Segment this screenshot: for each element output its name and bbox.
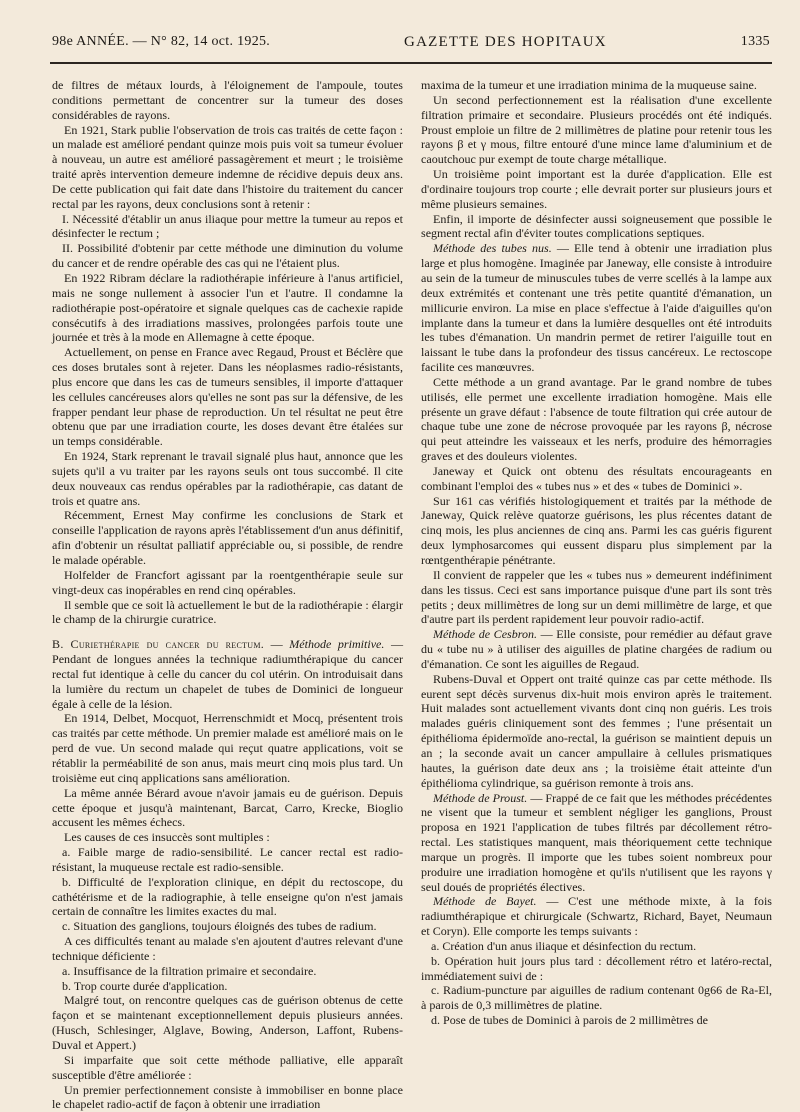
paragraph	[421, 241, 772, 375]
journal-title: GAZETTE DES HOPITAUX	[404, 33, 607, 50]
paragraph: Malgré tout, on rencontre quelques cas de guérison obtenus de cette façon et se maintenant exceptionnellement depuis plusieurs années. (Husch, Schlesinger, Alglave, Bowing, Anderson, Laffont, Rubens-Duval et Appert.)	[52, 993, 403, 1052]
section-text: — Pendant de longues années la technique radiumthérapique du cancer rectal fut identique à celle du cancer du col utérin. On introduisait dans la lumière du rectum un chapelet de tubes de Dominici de longueur égale à celle de la lésion.	[52, 637, 403, 711]
paragraph	[421, 894, 772, 939]
paragraph: La même année Bérard avoue n'avoir jamais eu de guérison. Depuis cette époque et jusqu'à maintenant, Barcat, Carro, Krecke, Bioglio accusent les mêmes échecs.	[52, 785, 403, 830]
section-heading-paragraph: B. Curiethérapie du cancer du rectum. — Méthode primitive. — Pendant de longues années la technique radiumthérapique du cancer rectal fut identique à celle du cancer du col utérin. On introduisait dans la lumière du rectum un chapelet de tubes de Dominici de longueur égale à celle de la lésion.	[52, 637, 403, 711]
paragraph: Enfin, il importe de désinfecter aussi soigneusement que possible le segment rectal afin d'éviter toutes complications septiques.	[421, 211, 772, 241]
paragraph	[421, 627, 772, 672]
header-rule	[50, 62, 772, 64]
paragraph: En 1924, Stark reprenant le travail signalé plus haut, annonce que les sujets qu'il a vu traiter par les rayons seuls ont tous succombé. Il cite deux nouveaux cas rendus opérables par la radiothérapie, cas datant de trois et quatre ans.	[52, 449, 403, 508]
section-label: B. Curiethérapie du cancer du rectum.	[52, 637, 265, 652]
paragraph: En 1921, Stark publie l'observation de trois cas traités de cette façon : un malade est amélioré pendant quinze mois puis voit sa tumeur évoluer à nouveau, un autre est amélioré passagèrement et meurt ; le troisième traité après intervention demeure indemne de récidive depuis deux ans. De cette publication qui fait date dans l'histoire du traitement du cancer rectal par les rayons, deux conclusions sont à retenir :	[52, 122, 403, 211]
paragraph-text: — Elle consiste, pour remédier au défaut grave du « tube nu » à utiliser des aiguilles de platine chargées de radium ou d'émanation. Ce sont les aiguilles de Regaud.	[421, 627, 772, 671]
paragraph: b. Difficulté de l'exploration clinique, en dépit du rectoscope, du cathétérisme et de la radiographie, à telle enseigne qu'on n'est jamais certain de connaître les limites exactes du mal.	[52, 874, 403, 919]
paragraph: b. Opération huit jours plus tard : décollement rétro et latéro-rectal, immédiatement suivi de :	[421, 953, 772, 983]
paragraph: Un second perfectionnement est la réalisation d'une excellente filtration primaire et secondaire. Plusieurs procédés ont été indiqués. Proust emploie un filtre de 2 millimètres de platine pour retenir tous les rayons β et γ mous, filtre entouré d'une mince lame d'aluminium et de caoutchouc pur exempt de toute charge métallique.	[421, 92, 772, 167]
text-columns	[52, 78, 773, 1112]
method-heading: Méthode de Bayet.	[433, 894, 537, 909]
method-heading: Méthode des tubes nus.	[433, 241, 552, 256]
paragraph: a. Création d'un anus iliaque et désinfection du rectum.	[431, 938, 697, 953]
page-number: 1335	[740, 34, 770, 49]
paragraph: c. Radium-puncture par aiguilles de radium contenant 0g66 de Ra-El, à parois de 0,3 millimètres de platine.	[421, 983, 772, 1013]
paragraph: Un premier perfectionnement consiste à immobiliser en bonne place le chapelet radio-actif de façon à obtenir une irradiation	[52, 1082, 403, 1112]
paragraph: a. Faible marge de radio-sensibilité. Le cancer rectal est radio-résistant, la muqueuse rectale est radio-sensible.	[52, 845, 403, 874]
paragraph: En 1922 Ribram déclare la radiothérapie inférieure à l'anus artificiel, mais ne songe nullement à associer l'un et l'autre. Il condamne la radiothérapie post-opératoire et signale quelques cas de cachexie rapide consécutifs à des irradiations massives, prolongées parfois toute une journée et très à la mode en Allemagne à cette époque.	[52, 270, 403, 345]
paragraph: Sur 161 cas vérifiés histologiquement et traités par la méthode de Janeway, Quick relève quatorze guérisons, les plus récentes datant de cinq mois, les plus anciennes de cinq ans. Parmi les cas guéris figurent deux lymphosarcomes qui eussent disparu plus simplement par la rœntgenthérapie pénétrante.	[421, 493, 772, 567]
paragraph-text: — Elle tend à obtenir une irradiation plus large et plus homogène. Imaginée par Janeway, elle consiste à introduire au sein de la tumeur de minuscules tubes de verre scellés à la lampe aux deux extrémités et contenant une très petite quantité d'émanation, un millicurie environ. La mise en place s'effectue à l'aide d'aiguilles qu'on implante dans la tumeur et dans la lumière desquelles ont été introduits les tubes d'émanation. Un mandrin permet de retirer l'aiguille tout en laissant le tube dans la profondeur des tissus cancéreux. Le rectoscope facilite ces manœuvres.	[421, 241, 773, 375]
paragraph: I. Nécessité d'établir un anus iliaque pour mettre la tumeur au repos et désinfecter le rectum ;	[52, 211, 403, 241]
issue-info: 98e ANNÉE. — N° 82, 14 oct. 1925.	[52, 34, 271, 49]
paragraph: Un troisième point important est la durée d'application. Elle est d'ordinaire toujours trop courte ; elle devrait porter sur plusieurs jours et même plusieurs semaines.	[421, 167, 772, 211]
method-heading: Méthode de Proust.	[433, 790, 528, 805]
paragraph: Cette méthode a un grand avantage. Par le grand nombre de tubes utilisés, elle permet une excellente irradiation homogène. Mais elle présente un grave défaut : l'absence de toute filtration qui crée autour de chaque tube une zone de nécrose provoquée par les rayons β, nécrose qui peut atteindre les vaisseaux et les nerfs, produire des hémorragies graves et des douleurs violentes.	[421, 374, 772, 464]
right-column	[421, 78, 772, 1095]
paragraph: Les causes de ces insuccès sont multiples :	[64, 830, 270, 845]
paragraph: Janeway et Quick ont obtenu des résultats encourageants en combinant l'emploi des « tubes nus » et des « tubes de Dominici ».	[421, 463, 772, 493]
paragraph: maxima de la tumeur et une irradiation minima de la muqueuse saine.	[421, 78, 757, 92]
paragraph-text: — C'est une méthode mixte, à la fois radiumthérapique et chirurgicale (Schwartz, Richard, Bayet, Neumaun et Coryn). Elle comporte les temps suivants :	[421, 894, 772, 939]
paragraph: Holfelder de Francfort agissant par la roentgenthérapie seule sur vingt-deux cas inopérables en rend cinq opérables.	[52, 567, 403, 597]
paragraph: de filtres de métaux lourds, à l'éloignement de l'ampoule, toutes conditions permettant de concentrer sur la tumeur des doses considérables de rayons.	[52, 78, 403, 122]
paragraph: Rubens-Duval et Oppert ont traité quinze cas par cette méthode. Ils eurent sept décès survenus dix-huit mois environ après le traitement. Huit malades sont actuellement vivants dont cinq non guéris. Les trois malades guéris cliniquement sont des femmes ; l'une présentait un épithélioma épidermoïde ano-rectal, la guérison se maintient depuis un an ; la seconde avait un cancer ampullaire à cellules prismatiques hautes, la guérison date deux ans ; la troisième était atteinte d'un épithélioma cylindrique, sa guérison remonte à trois ans.	[421, 671, 772, 790]
paragraph: Actuellement, on pense en France avec Regaud, Proust et Béclère que ces doses brutales sont à rejeter. Dans les néoplasmes radio-résistants, plus encore que dans les cas de tumeurs sensibles, il importe d'attaquer les cellules cancéreuses alors qu'elles ne sont pas sur la défensive, de les frapper pendant leur phase de reproduction. Un tel résultat ne peut être obtenu que par une irradiation courte, les doses devant être étalées sur un temps considérable.	[52, 345, 403, 449]
page-header	[52, 26, 770, 58]
paragraph: c. Situation des ganglions, toujours éloignés des tubes de radium.	[62, 919, 377, 934]
paragraph	[421, 791, 772, 895]
paragraph: Il semble que ce soit là actuellement le but de la radiothérapie : élargir le champ de la chirurgie curatrice.	[52, 597, 403, 627]
paragraph: a. Insuffisance de la filtration primaire et secondaire.	[62, 963, 317, 978]
paragraph: A ces difficultés tenant au malade s'en ajoutent d'autres relevant d'une technique déficiente :	[52, 934, 403, 963]
paragraph: Récemment, Ernest May confirme les conclusions de Stark et conseille l'application de rayons après l'établissement d'un anus définitif, afin d'obtenir un résultat palliatif appréciable ou, si possible, de rendre le malade opérable.	[52, 508, 403, 567]
left-column	[52, 78, 403, 1112]
paragraph-spacer	[52, 627, 403, 637]
paragraph: En 1914, Delbet, Mocquot, Herrenschmidt et Mocq, présentent trois cas traités par cette méthode. Un premier malade est amélioré mais on le perd de vue. Un second malade qui reçut quatre applications, voit se rétablir la perméabilité de son anus, mais meurt cinq mois plus tard. Un troisième eut cinq applications sans amélioration.	[52, 711, 403, 785]
paragraph: Si imparfaite que soit cette méthode palliative, elle apparaît susceptible d'être améliorée :	[52, 1052, 403, 1082]
paragraph: b. Trop courte durée d'application.	[62, 978, 228, 993]
paragraph: d. Pose de tubes de Dominici à parois de 2 millimètres de	[431, 1013, 709, 1028]
paragraph-text: — Frappé de ce fait que les méthodes précédentes ne visent que la tumeur et semblent négliger les ganglions, Proust proposa en 1921 l'application de tubes filtrés par décollement rétro-rectal. Les statistiques manquent, mais théoriquement cette technique marque un progrès. Il importe que les tubes soient nombreux pour produire une irradiation homogène et qu'ils n'utilisent que les rayons γ seul doués de propriétés électives.	[421, 790, 772, 894]
paragraph: II. Possibilité d'obtenir par cette méthode une diminution du volume du cancer et de rendre opérable des cas qui ne l'étaient plus.	[52, 241, 403, 271]
paragraph: Il convient de rappeler que les « tubes nus » demeurent indéfiniment dans les tissus. Ceci est sans importance puisque d'une part ils sont très petits ; deux millimètres de long sur un demi millimètre de large, et que d'autre part ils perdent rapidement leur pouvoir radio-actif.	[421, 567, 772, 627]
method-heading: Méthode de Cesbron.	[433, 627, 538, 642]
section-subtitle: Méthode primitive.	[289, 637, 385, 652]
